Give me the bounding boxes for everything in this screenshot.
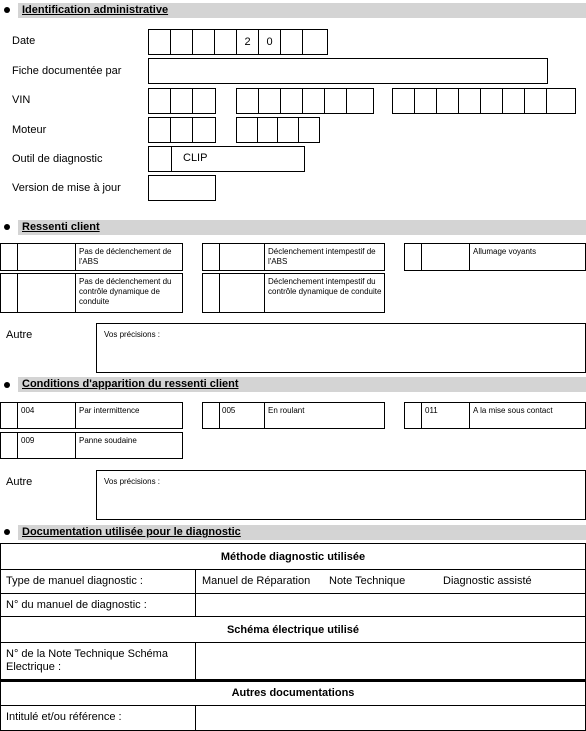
row-divider — [0, 616, 586, 617]
condition-checkbox[interactable] — [0, 432, 18, 459]
intitule-label: Intitulé et/ou référence : — [6, 711, 122, 723]
divider — [75, 273, 76, 313]
condition-label: En roulant — [268, 406, 305, 415]
ressenti-precisions-field[interactable] — [96, 323, 586, 373]
vin-cell — [393, 89, 415, 113]
date-digit — [215, 30, 237, 54]
row-divider — [0, 569, 586, 570]
vin-cell — [459, 89, 481, 113]
autre-label: Autre — [6, 329, 33, 341]
vin-cell — [437, 89, 459, 113]
ressenti-item-label: Déclenchement intempestif du contrôle dynamique de conduite — [268, 277, 382, 296]
divider — [469, 402, 470, 429]
section-header-documentation: Documentation utilisée pour le diagnostic — [18, 525, 586, 540]
ressenti-item-label: Allumage voyants — [473, 247, 537, 256]
vin-cell — [525, 89, 547, 113]
date-digit — [149, 30, 171, 54]
vin-field-group-2[interactable] — [236, 88, 374, 114]
condition-code: 009 — [21, 436, 35, 445]
moteur-cell — [278, 118, 299, 142]
vin-field-group-3[interactable] — [392, 88, 576, 114]
outil-checkbox[interactable] — [148, 146, 172, 172]
ressenti-checkbox[interactable] — [404, 243, 422, 271]
divider — [264, 402, 265, 429]
date-label: Date — [12, 35, 36, 47]
condition-checkbox[interactable] — [0, 402, 18, 429]
precisions-label: Vos précisions : — [104, 477, 161, 486]
vin-cell — [303, 89, 325, 113]
divider — [75, 243, 76, 271]
section-bullet — [4, 224, 10, 230]
moteur-cell — [193, 118, 215, 142]
vin-cell — [547, 89, 569, 113]
conditions-precisions-field[interactable] — [96, 470, 586, 520]
autre-label: Autre — [6, 476, 33, 488]
outil-label: Outil de diagnostic — [12, 153, 103, 165]
section-bullet — [4, 7, 10, 13]
divider — [264, 273, 265, 313]
option-note-technique[interactable]: Note Technique — [329, 575, 406, 587]
vin-cell — [481, 89, 503, 113]
autres-title: Autres documentations — [231, 687, 355, 699]
vin-cell — [503, 89, 525, 113]
date-digit — [303, 30, 325, 54]
date-field[interactable] — [148, 29, 328, 55]
outil-value: CLIP — [183, 152, 208, 164]
condition-code: 004 — [21, 406, 35, 415]
condition-label: A la mise sous contact — [473, 406, 553, 415]
divider — [264, 243, 265, 271]
condition-code: 011 — [425, 406, 438, 415]
condition-label: Panne soudaine — [79, 436, 137, 445]
section-header-ressenti: Ressenti client — [18, 220, 586, 235]
vin-field-group-1[interactable] — [148, 88, 216, 114]
date-digit — [171, 30, 193, 54]
condition-checkbox[interactable] — [404, 402, 422, 429]
ressenti-item-label: Pas de déclenchement de l'ABS — [79, 247, 172, 266]
option-manuel[interactable]: Manuel de Réparation — [202, 575, 311, 587]
ressenti-item-label: Pas de déclenchement du contrôle dynamique de conduite — [79, 277, 172, 306]
divider — [75, 402, 76, 429]
vin-label: VIN — [12, 94, 31, 106]
methode-title: Méthode diagnostic utilisée — [220, 551, 366, 563]
vin-cell — [237, 89, 259, 113]
divider — [75, 432, 76, 459]
condition-checkbox[interactable] — [202, 402, 220, 429]
type-label: Type de manuel diagnostic : — [6, 575, 143, 587]
note-technique-label-line2: Electrique : — [6, 661, 62, 673]
fiche-field[interactable] — [148, 58, 548, 84]
schema-title: Schéma électrique utilisé — [226, 624, 360, 636]
vin-cell — [149, 89, 171, 113]
section-bullet — [4, 529, 10, 535]
ressenti-checkbox[interactable] — [0, 273, 18, 313]
moteur-field-group-1[interactable] — [148, 117, 216, 143]
intitule-field[interactable] — [196, 706, 586, 730]
moteur-cell — [149, 118, 171, 142]
fiche-label: Fiche documentée par — [12, 65, 122, 77]
divider — [469, 243, 470, 271]
moteur-field-group-2[interactable] — [236, 117, 320, 143]
vin-cell — [193, 89, 215, 113]
ressenti-checkbox[interactable] — [202, 243, 220, 271]
section-header-conditions: Conditions d'apparition du ressenti client — [18, 377, 586, 392]
vin-cell — [171, 89, 193, 113]
note-technique-label: N° de la Note Technique Schéma — [6, 648, 168, 660]
vin-cell — [415, 89, 437, 113]
precisions-label: Vos précisions : — [104, 330, 161, 339]
ressenti-checkbox[interactable] — [0, 243, 18, 271]
date-digit: 2 — [237, 30, 259, 54]
date-digit: 0 — [259, 30, 281, 54]
moteur-cell — [299, 118, 319, 142]
vin-cell — [281, 89, 303, 113]
ressenti-checkbox[interactable] — [202, 273, 220, 313]
vin-cell — [347, 89, 369, 113]
condition-label: Par intermittence — [79, 406, 140, 415]
section-header-admin: Identification administrative — [18, 3, 586, 18]
version-field[interactable] — [148, 175, 216, 201]
moteur-cell — [258, 118, 279, 142]
date-digit — [281, 30, 303, 54]
moteur-cell — [171, 118, 193, 142]
moteur-label: Moteur — [12, 124, 47, 136]
option-diagnostic-assiste[interactable]: Diagnostic assisté — [443, 575, 532, 587]
note-technique-field[interactable] — [196, 643, 586, 678]
condition-code: 005 — [222, 406, 236, 415]
vin-cell — [325, 89, 347, 113]
num-manuel-label: N° du manuel de diagnostic : — [6, 599, 147, 611]
documentation-table — [0, 543, 586, 731]
section-bullet — [4, 382, 10, 388]
ressenti-item-label: Déclenchement intempestif de l'ABS — [268, 247, 376, 266]
row-divider-thick — [0, 679, 586, 682]
date-digit — [193, 30, 215, 54]
num-manuel-field[interactable] — [196, 594, 586, 616]
version-label: Version de mise à jour — [12, 182, 121, 194]
vin-cell — [259, 89, 281, 113]
moteur-cell — [237, 118, 258, 142]
